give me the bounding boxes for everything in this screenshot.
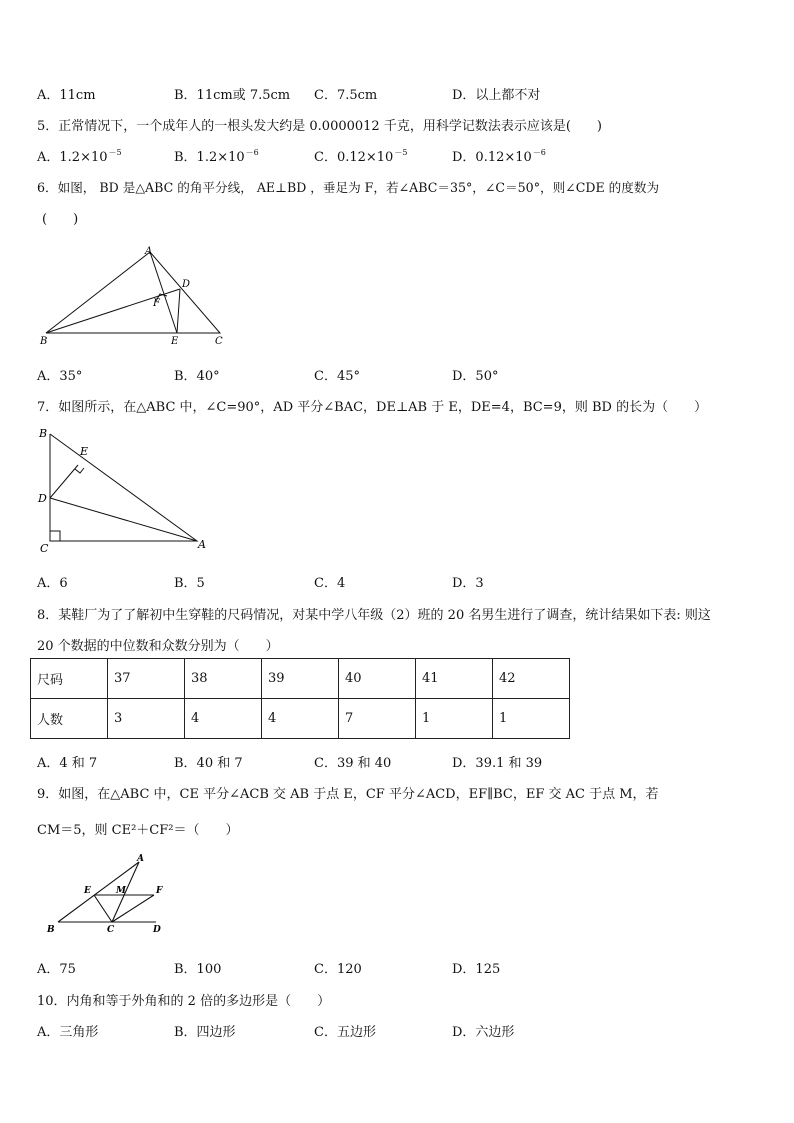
- q7-option-a: A．6: [37, 576, 68, 591]
- q9-label-b: B: [47, 925, 55, 935]
- q6-label-d: D: [182, 279, 191, 290]
- q6-option-d: D．50°: [452, 369, 499, 384]
- q6-option-b: B．40°: [174, 369, 220, 384]
- q9-option-c: C．120: [314, 962, 362, 977]
- table-cell: 7: [339, 699, 416, 739]
- q9-label-f: F: [156, 886, 163, 896]
- table-cell: 人数: [31, 699, 108, 739]
- q4-option-b: B．11cm或 7.5cm: [174, 88, 291, 103]
- q8-option-c: C．39 和 40: [314, 756, 392, 771]
- q8-option-a: A．4 和 7: [37, 756, 98, 771]
- q7-label-b: B: [39, 427, 48, 440]
- q5-option-c: C．$0.12\times 10^{-5}$: [314, 148, 408, 165]
- q7-option-c: C．4: [314, 576, 346, 591]
- q5-option-b: B．$1.2\times 10^{-6}$: [174, 148, 259, 165]
- table-cell: 40: [339, 659, 416, 699]
- table-cell: 3: [108, 699, 185, 739]
- q7-option-b: B．5: [174, 576, 205, 591]
- table-cell: 4: [262, 699, 339, 739]
- q6-figure: [34, 242, 234, 350]
- q7-figure: [34, 424, 219, 554]
- table-cell: 1: [416, 699, 493, 739]
- q4-option-d: D．以上都不对: [452, 88, 541, 103]
- q8-stem-line1: 8．某鞋厂为了了解初中生穿鞋的尺码情况，对某中学八年级（2）班的 20 名男生进行了调查，统计结果如下表: 则这: [37, 608, 711, 623]
- q7-stem: 7．如图所示，在△ABC 中，∠C=90°，AD 平分∠BAC，DE⊥AB 于 E，DE=4，BC=9，则 BD 的长为（ ）: [37, 400, 708, 415]
- q8-option-d: D．39.1 和 39: [452, 756, 543, 771]
- q9-figure: [40, 852, 170, 938]
- q9-label-c: C: [107, 925, 115, 935]
- q6-label-c: C: [215, 336, 223, 347]
- q5-option-d: D．$0.12\times 10^{-6}$: [452, 148, 546, 165]
- q9-option-b: B．100: [174, 962, 222, 977]
- table-cell: 41: [416, 659, 493, 699]
- q6-label-a: A: [145, 246, 153, 257]
- q9-stem-line1: 9．如图，在△ABC 中，CE 平分∠ACB 交 AB 于点 E，CF 平分∠ACD，EF∥BC，EF 交 AC 于点 M，若: [37, 787, 659, 802]
- q5-stem: 5．正常情况下，一个成年人的一根头发大约是 0.0000012 千克，用科学记数法表示应该是( ): [37, 119, 602, 134]
- table-cell: 1: [493, 699, 570, 739]
- q6-option-a: A．35°: [37, 369, 83, 384]
- table-cell: 38: [185, 659, 262, 699]
- q6-option-c: C．45°: [314, 369, 360, 384]
- q6-stem-line2: ( ): [42, 212, 79, 227]
- q10-option-b: B．四边形: [174, 1025, 236, 1040]
- q7-label-c: C: [40, 542, 49, 554]
- q6-label-e: E: [171, 336, 179, 347]
- q7-label-d: D: [38, 492, 47, 505]
- q5-option-a: A．$1.2\times 10^{-5}$: [37, 148, 122, 165]
- q9-label-m: M: [116, 886, 126, 896]
- table-cell: 37: [108, 659, 185, 699]
- table-row: [31, 699, 570, 739]
- q7-option-d: D．3: [452, 576, 484, 591]
- q8-table: [30, 658, 570, 739]
- q7-label-e: E: [80, 445, 89, 458]
- q6-stem-line1: 6．如图， BD 是△ABC 的角平分线， AE⊥BD ，垂足为 F，若∠ABC＝35°，∠C＝50°，则∠CDE 的度数为: [37, 180, 660, 195]
- q4-option-a: A．11cm: [37, 88, 96, 103]
- q10-option-c: C．五边形: [314, 1025, 376, 1040]
- table-cell: 42: [493, 659, 570, 699]
- table-cell: 39: [262, 659, 339, 699]
- q9-option-a: A．75: [37, 962, 76, 977]
- q6-label-f: F: [153, 298, 160, 309]
- table-row: [31, 659, 570, 699]
- q9-label-a: A: [137, 854, 144, 864]
- q9-label-e: E: [84, 886, 91, 896]
- q4-option-c: C．7.5cm: [314, 88, 378, 103]
- q10-option-d: D．六边形: [452, 1025, 515, 1040]
- q10-option-a: A．三角形: [37, 1025, 99, 1040]
- q7-label-a: A: [198, 538, 206, 551]
- q9-stem-line2: CM＝5，则 CE²＋CF²＝（ ）: [37, 823, 239, 838]
- q8-stem-line2: 20 个数据的中位数和众数分别为（ ）: [37, 639, 279, 654]
- table-cell: 尺码: [31, 659, 108, 699]
- q10-stem: 10．内角和等于外角和的 2 倍的多边形是（ ）: [37, 994, 331, 1009]
- q9-label-d: D: [153, 925, 161, 935]
- q8-option-b: B．40 和 7: [174, 756, 243, 771]
- q6-label-b: B: [40, 336, 48, 347]
- q9-option-d: D．125: [452, 962, 501, 977]
- table-cell: 4: [185, 699, 262, 739]
